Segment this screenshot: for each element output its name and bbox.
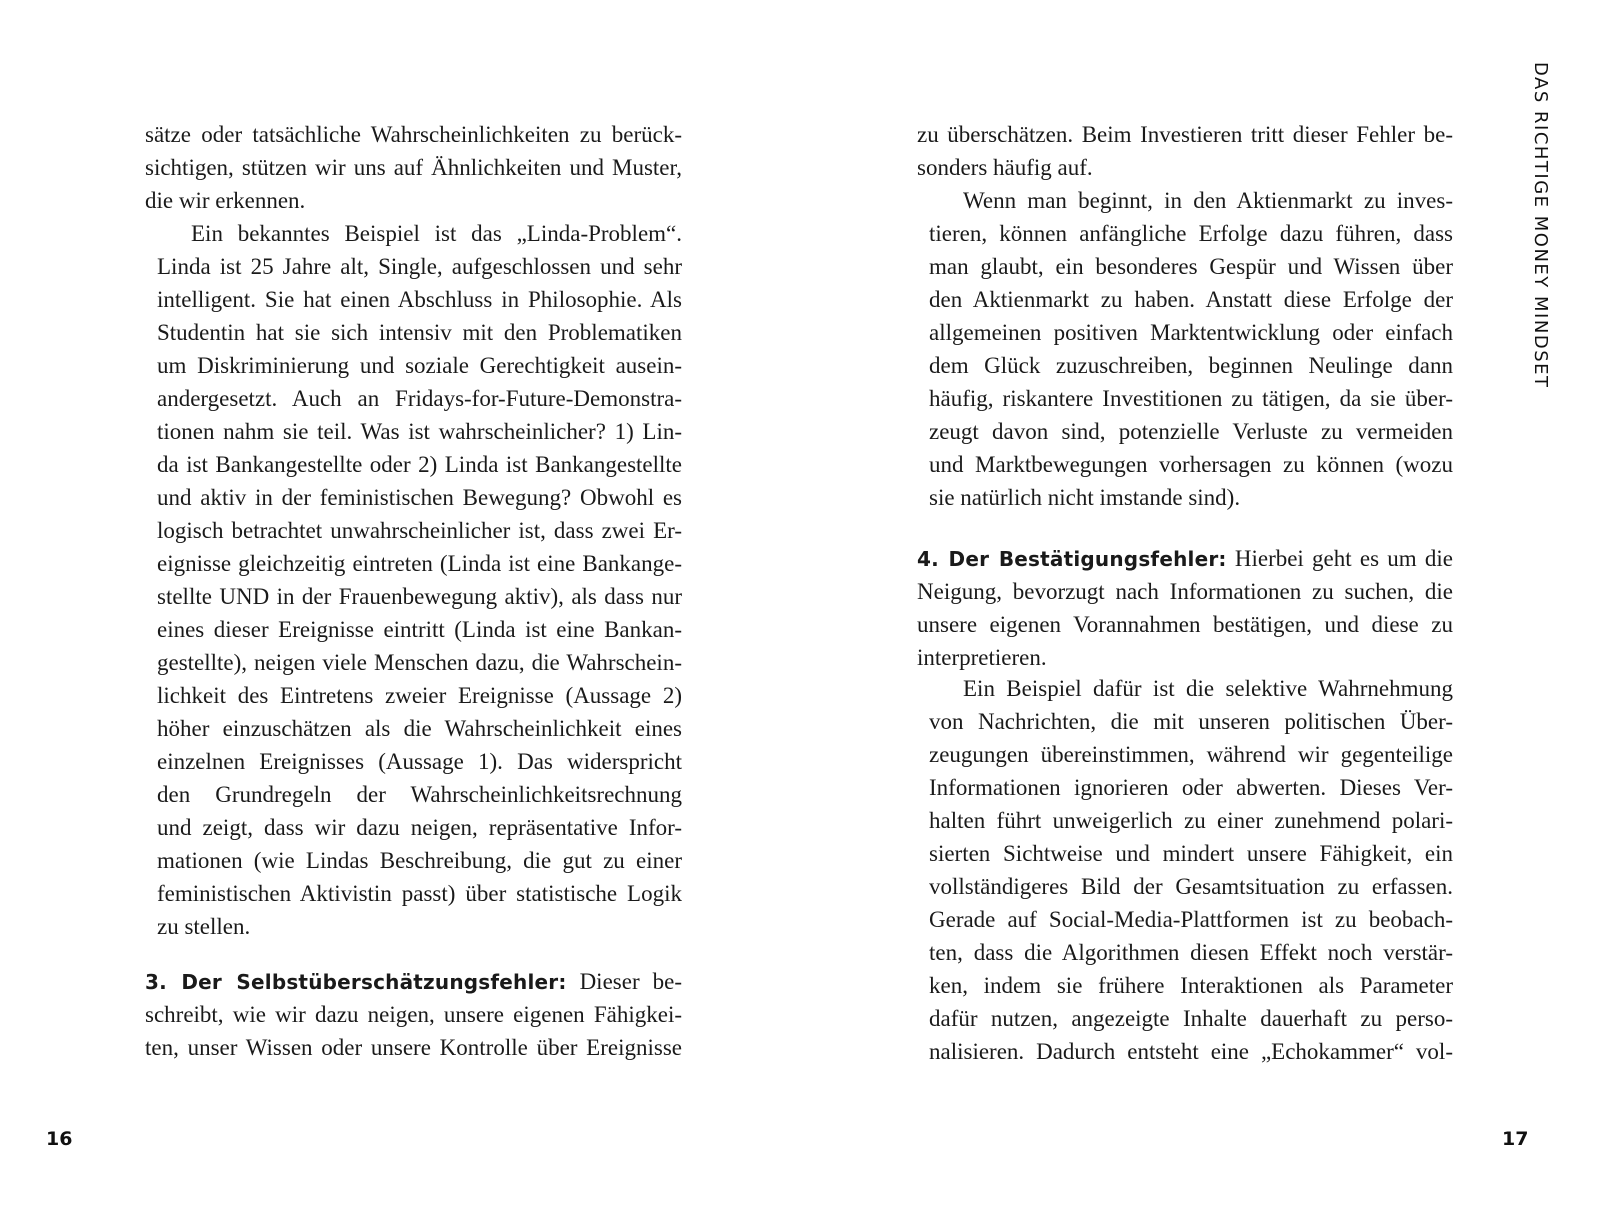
text-line: zeugt davon sind, potenzielle Verluste zu vermeiden bbox=[929, 419, 1453, 444]
text-line: sätze oder tatsächliche Wahrscheinlichkeiten zu berück- bbox=[145, 122, 682, 147]
text-line: zu stellen. bbox=[157, 914, 251, 939]
text-line: von Nachrichten, die mit unseren politischen Über- bbox=[929, 709, 1453, 734]
text-line: intelligent. Sie hat einen Abschluss in Philosophie. Als bbox=[157, 287, 682, 312]
text-line: da ist Bankangestellte oder 2) Linda ist Bankangestellte bbox=[157, 452, 682, 477]
text-line: tieren, können anfängliche Erfolge dazu führen, dass bbox=[929, 221, 1453, 246]
section-4-first-line bbox=[917, 542, 1453, 575]
text-line: Studentin hat sie sich intensiv mit den Problematiken bbox=[157, 320, 682, 345]
page-number-left: 16 bbox=[46, 1128, 73, 1150]
right-para-1 bbox=[917, 118, 1453, 184]
text-line: einzelnen Ereignisses (Aussage 1). Das widerspricht bbox=[157, 749, 682, 774]
text-line: dafür nutzen, angezeigte Inhalte dauerhaft zu perso- bbox=[929, 1006, 1453, 1031]
text-line: Informationen ignorieren oder abwerten. Dieses Ver- bbox=[929, 775, 1453, 800]
text-line: andergesetzt. Auch an Fridays-for-Future-Demonstra- bbox=[157, 386, 682, 411]
text-line: halten führt unweigerlich zu einer zunehmend polari- bbox=[929, 808, 1453, 833]
text-line: Linda ist 25 Jahre alt, Single, aufgeschlossen und sehr bbox=[157, 254, 682, 279]
text-line: eines dieser Ereignisse eintritt (Linda ist eine Bankan- bbox=[157, 617, 682, 642]
text-line: Gerade auf Social-Media-Plattformen ist zu beobach- bbox=[929, 907, 1453, 932]
text-line: ken, indem sie frühere Interaktionen als Parameter bbox=[929, 973, 1453, 998]
page-number-right: 17 bbox=[1502, 1128, 1529, 1150]
text-line: interpretieren. bbox=[917, 645, 1047, 670]
text-line: feministischen Aktivistin passt) über statistische Logik bbox=[157, 881, 682, 906]
text-line: unsere eigenen Vorannahmen bestätigen, und diese zu bbox=[917, 612, 1453, 637]
text-line: Wenn man beginnt, in den Aktienmarkt zu inves- bbox=[963, 188, 1453, 213]
text-line: mationen (wie Lindas Beschreibung, die gut zu einer bbox=[157, 848, 682, 873]
running-head: DAS RICHTIGE MONEY MINDSET bbox=[1530, 62, 1551, 389]
text-line: gestellte), neigen viele Menschen dazu, die Wahrschein- bbox=[157, 650, 682, 675]
text-line: eignisse gleichzeitig eintreten (Linda ist eine Bankange- bbox=[157, 551, 682, 576]
text-line: ten, unser Wissen oder unsere Kontrolle über Ereignisse bbox=[145, 1035, 682, 1060]
text-line: zu überschätzen. Beim Investieren tritt dieser Fehler be- bbox=[917, 122, 1453, 147]
text-line: vollständigeres Bild der Gesamtsituation zu erfassen. bbox=[929, 874, 1453, 899]
text-line: den Aktienmarkt zu haben. Anstatt diese Erfolge der bbox=[929, 287, 1453, 312]
text-line: lichkeit des Eintretens zweier Ereignisse (Aussage 2) bbox=[157, 683, 682, 708]
text-line: und zeigt, dass wir dazu neigen, repräsentative Infor- bbox=[157, 815, 682, 840]
text-line: Ein Beispiel dafür ist die selektive Wahrnehmung bbox=[963, 676, 1453, 701]
text-line: stellte UND in der Frauenbewegung aktiv), als dass nur bbox=[157, 584, 682, 609]
section-3-heading: 3. Der Selbstüberschätzungsfehler: bbox=[145, 970, 567, 994]
text-line: die wir erkennen. bbox=[145, 188, 306, 213]
text-line: nalisieren. Dadurch entsteht eine „Echokammer“ vol- bbox=[929, 1039, 1453, 1064]
text-line: tionen nahm sie teil. Was ist wahrscheinlicher? 1) Lin- bbox=[157, 419, 682, 444]
right-para-4 bbox=[929, 672, 1453, 1068]
right-para-2 bbox=[929, 184, 1453, 514]
text-line: und aktiv in der feministischen Bewegung? Obwohl es bbox=[157, 485, 682, 510]
text-line: man glaubt, ein besonderes Gespür und Wissen über bbox=[929, 254, 1453, 279]
text-line: höher einzuschätzen als die Wahrscheinlichkeit eines bbox=[157, 716, 682, 741]
text-line: Ein bekanntes Beispiel ist das „Linda-Problem“. bbox=[191, 221, 682, 246]
text-line: ten, dass die Algorithmen diesen Effekt noch verstär- bbox=[929, 940, 1453, 965]
text-line: zeugungen übereinstimmen, während wir gegenteilige bbox=[929, 742, 1453, 767]
text-line: sonders häufig auf. bbox=[917, 155, 1093, 180]
text-line: dem Glück zuzuschreiben, beginnen Neulinge dann bbox=[929, 353, 1453, 378]
text-line: sichtigen, stützen wir uns auf Ähnlichkeiten und Muster, bbox=[145, 155, 682, 180]
text-line: um Diskriminierung und soziale Gerechtigkeit ausein- bbox=[157, 353, 682, 378]
text-line: logisch betrachtet unwahrscheinlicher ist, dass zwei Er- bbox=[157, 518, 682, 543]
text-line: den Grundregeln der Wahrscheinlichkeitsrechnung bbox=[157, 782, 682, 807]
text-line: sierten Sichtweise und mindert unsere Fähigkeit, ein bbox=[929, 841, 1453, 866]
section-4-first-tail: Hierbei geht es um die bbox=[1226, 546, 1453, 571]
text-line: sie natürlich nicht imstande sind). bbox=[929, 485, 1241, 510]
text-line: und Marktbewegungen vorhersagen zu können (wozu bbox=[929, 452, 1453, 477]
section-3-first-tail: Dieser be- bbox=[566, 969, 682, 994]
text-line: allgemeinen positiven Marktentwicklung oder einfach bbox=[929, 320, 1453, 345]
text-line: schreibt, wie wir dazu neigen, unsere eigenen Fähigkei- bbox=[145, 1002, 682, 1027]
text-line: Neigung, bevorzugt nach Informationen zu suchen, die bbox=[917, 579, 1453, 604]
section-4 bbox=[917, 542, 1453, 674]
section-4-heading: 4. Der Bestätigungsfehler: bbox=[917, 547, 1227, 571]
text-line: häufig, riskantere Investitionen zu tätigen, da sie über- bbox=[929, 386, 1453, 411]
